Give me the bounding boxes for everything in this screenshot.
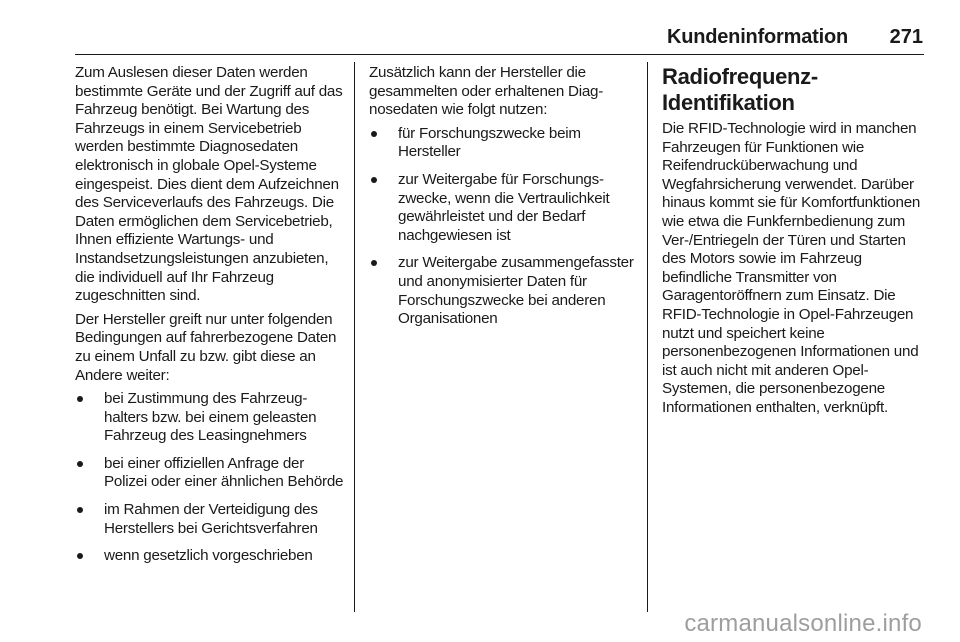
section-heading: Radiofrequenz-Identifikation bbox=[662, 64, 818, 115]
col1-paragraph-2: Der Hersteller greift nur unter folgenden Bedingungen auf fahrerbezogene Daten zu einem Unfall zu bzw. gibt diese an Andere weiter: bbox=[75, 310, 337, 384]
col1-bullet-list bbox=[75, 390, 346, 566]
col2-paragraph-1: Zusätzlich kann der Hersteller die gesammelten oder erhaltenen Diagnosedaten wie folgt nutzen: bbox=[369, 64, 604, 119]
list-item-text: zur Weitergabe für Forschungszwecke, wenn die Vertraulichkeit gewährleistet und der Bedarf nachgewiesen ist bbox=[398, 170, 610, 244]
page-title: Kundeninformation bbox=[666, 26, 848, 48]
bullet-dot-icon bbox=[77, 507, 83, 513]
column-1 bbox=[75, 64, 346, 575]
list-item-text: zur Weitergabe zusammengefasster und anonymisierter Daten für Forschungszwecke bei anderen Organisationen bbox=[398, 254, 634, 328]
column-divider-2 bbox=[647, 62, 648, 612]
list-item-text: bei Zustimmung des Fahrzeughalters bzw. bei einem geleasten Fahrzeug des Leasingnehmers bbox=[104, 390, 317, 445]
list-item bbox=[75, 455, 346, 492]
list-item-text: im Rahmen der Verteidigung des Herstellers bei Gerichtsverfahren bbox=[104, 501, 318, 537]
bullet-dot-icon bbox=[77, 553, 83, 559]
column-2 bbox=[369, 64, 637, 338]
column-divider-1 bbox=[354, 62, 355, 612]
bullet-dot-icon bbox=[371, 177, 377, 183]
list-item-text: für Forschungszwecke beim Hersteller bbox=[398, 124, 581, 161]
column-3 bbox=[662, 64, 930, 423]
list-item bbox=[369, 171, 637, 245]
page-number: 271 bbox=[889, 26, 923, 48]
bullet-dot-icon bbox=[77, 396, 83, 402]
watermark-text: carmanualsonline.info bbox=[684, 610, 922, 637]
list-item bbox=[369, 125, 637, 162]
list-item bbox=[75, 501, 346, 538]
col2-bullet-list bbox=[369, 125, 637, 329]
bullet-dot-icon bbox=[371, 131, 377, 137]
col1-paragraph-1: Zum Auslesen dieser Daten werden bestimmte Geräte und der Zugriff auf das Fahrzeug benötigt. Bei Wartung des Fahrzeugs in einem Servicebetrieb werden bestimmte Diagnosedaten elektronisch in globale Opel-Systeme eingespeist. Dies dient dem Aufzeichnen des Serviceverlaufs des Fahrzeugs. Die Daten ermöglichen dem Servicebetrieb, Ihnen effiziente Wartungs- und Instandsetzungsleistungen anzubieten, die individuell auf Ihr Fahrzeug zugeschnitten sind. bbox=[75, 64, 343, 305]
header-rule bbox=[75, 54, 924, 55]
col3-paragraph-1: Die RFID-Technologie wird in manchen Fahrzeugen für Funktionen wie Reifendrucküberwachung und Wegfahrsicherung verwendet. Darüber hinaus kommt sie für Komfortfunktionen wie etwa die Funkfernbedienung zum Ver-/Entriegeln der Türen und Starten des Motors sowie im Fahrzeug befindliche Transmitter von Garagentoröffnern zum Einsatz. Die RFID-Technologie in Opel-Fahrzeugen nutzt und speichert keine personenbezogenen Informationen und ist auch nicht mit anderen Opel-Systemen, die personenbezogene Informationen enthalten, verknüpft. bbox=[662, 120, 921, 416]
list-item-text: bei einer offiziellen Anfrage der Polizei oder einer ähnlichen Behörde bbox=[104, 454, 344, 491]
list-item-text: wenn gesetzlich vorgeschrieben bbox=[104, 547, 313, 565]
bullet-dot-icon bbox=[371, 260, 377, 266]
list-item bbox=[75, 547, 346, 566]
list-item bbox=[369, 254, 637, 328]
bullet-dot-icon bbox=[77, 461, 83, 467]
page-header bbox=[0, 0, 960, 56]
list-item bbox=[75, 390, 346, 446]
